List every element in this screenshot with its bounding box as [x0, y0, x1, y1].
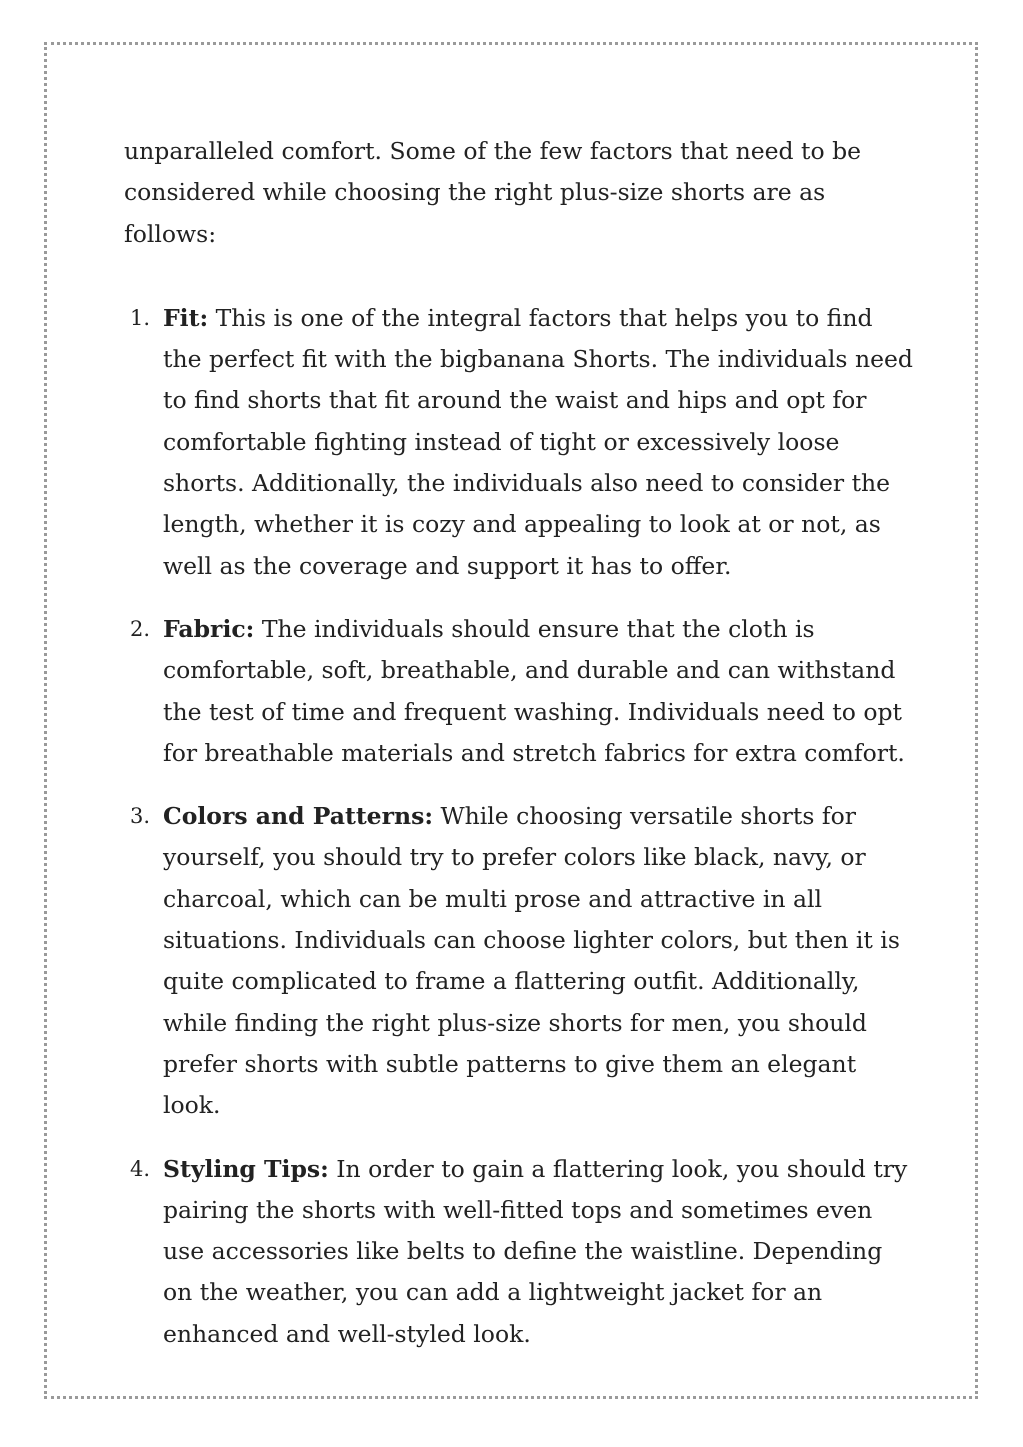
list-item-fabric [124, 609, 914, 774]
intro-paragraph: unparalleled comfort. Some of the few factors that need to be considered while choosing the right plus-size shorts are as follows: [124, 137, 862, 248]
list-item-styling-tips [124, 1149, 914, 1355]
factor-title: Colors and Patterns: [163, 802, 433, 831]
factor-title: Styling Tips: [163, 1154, 329, 1183]
list-number: 2. [130, 616, 151, 641]
list-number: 3. [130, 804, 151, 829]
factor-text: In order to gain a flattering look, you should try pairing the shorts with well-fitted tops and sometimes even use accessories like belts to define the waistline. Depending on the weather, you can add a lightweight jacket for an enhanced and well-styled look. [163, 1154, 908, 1348]
list-item-colors-and-patterns [124, 796, 914, 1126]
factor-text: While choosing versatile shorts for yourself, you should try to prefer colors like black, navy, or charcoal, which can be multi prose and attractive in all situations. Individuals can choose lighter colors, but then it is quite complicated to frame a flattering outfit. Additionally, while finding the right plus-size shorts for men, you should prefer shorts with subtle patterns to give them an elegant look. [163, 802, 900, 1120]
factor-list [124, 298, 914, 1355]
factor-title: Fabric: [163, 614, 255, 643]
factor-title: Fit: [163, 303, 209, 332]
factor-text: This is one of the integral factors that helps you to find the perfect fit with the bigbanana Shorts. The individuals need to find shorts that fit around the waist and hips and opt for comfortable fighting instead of tight or excessively loose shorts. Additionally, the individuals also need to consider the length, whether it is cozy and appealing to look at or not, as well as the coverage and support it has to offer. [163, 303, 913, 580]
list-number: 4. [130, 1156, 151, 1181]
document-body [124, 131, 914, 1377]
list-number: 1. [130, 305, 151, 330]
list-item-fit [124, 298, 914, 587]
factor-text: The individuals should ensure that the cloth is comfortable, soft, breathable, and durable and can withstand the test of time and frequent washing. Individuals need to opt for breathable materials and stretch fabrics for extra comfort. [163, 614, 905, 767]
